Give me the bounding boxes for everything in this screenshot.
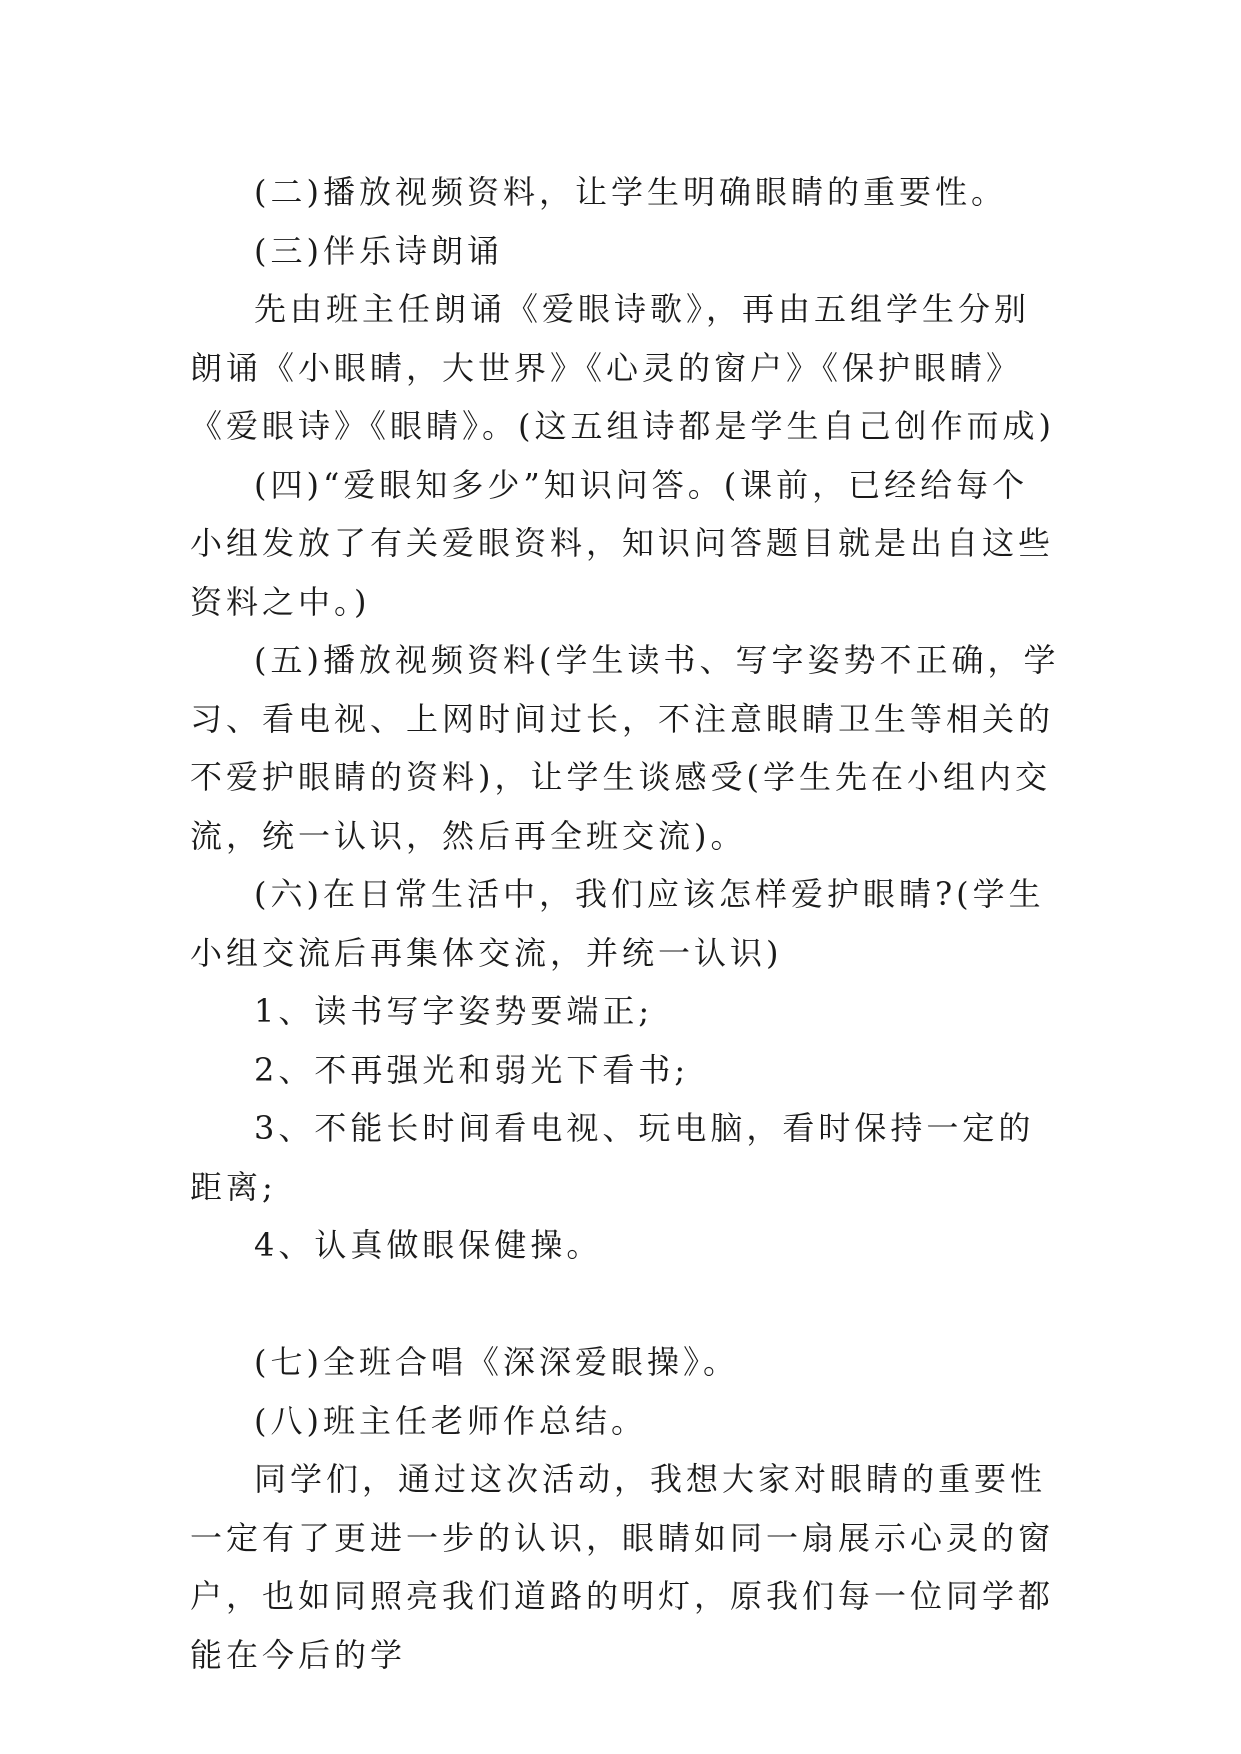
paragraph-3-heading: (三)伴乐诗朗诵 bbox=[254, 231, 503, 270]
list-item-4: 4、认真做眼保健操。 bbox=[254, 1226, 603, 1264]
paragraph-8-summary: (八)班主任老师作总结。 bbox=[254, 1401, 647, 1440]
list-item-2: 2、不再强光和弱光下看书; bbox=[254, 1050, 690, 1089]
list-item-3: 3、不能长时间看电视、玩电脑，看时保持一定的距离; bbox=[190, 1109, 1035, 1206]
paragraph-7-song: (七)全班合唱《深深爱眼操》。 bbox=[254, 1343, 739, 1381]
blank-line bbox=[190, 1275, 1060, 1334]
paragraph-4-quiz: (四)“爱眼知多少”知识问答。(课前，已经给每个小组发放了有关爱眼资料，知识问答题目就是出自这些资料之中。) bbox=[190, 465, 1055, 621]
body-text bbox=[190, 163, 1060, 1684]
paragraph-poem-recital: 先由班主任朗诵《爱眼诗歌》，再由五组学生分别朗诵《小眼睛，大世界》《心灵的窗户》《保护眼睛》《爱眼诗》《眼睛》。(这五组诗都是学生自己创作而成) bbox=[190, 290, 1055, 445]
paragraph-closing: 同学们，通过这次活动，我想大家对眼睛的重要性一定有了更进一步的认识，眼睛如同一扇展示心灵的窗户，也如同照亮我们道路的明灯，原我们每一位同学都能在今后的学 bbox=[190, 1460, 1055, 1674]
paragraph-5-video: (五)播放视频资料(学生读书、写字姿势不正确，学习、看电视、上网时间过长，不注意眼睛卫生等相关的不爱护眼睛的资料)，让学生谈感受(学生先在小组内交流，统一认识，然后再全班交流)。 bbox=[190, 641, 1060, 855]
list-item-1: 1、读书写字姿势要端正; bbox=[254, 992, 654, 1030]
paragraph-2-video: (二)播放视频资料，让学生明确眼睛的重要性。 bbox=[254, 173, 1007, 211]
paragraph-6-question: (六)在日常生活中，我们应该怎样爱护眼睛?(学生小组交流后再集体交流，并统一认识) bbox=[190, 875, 1045, 972]
